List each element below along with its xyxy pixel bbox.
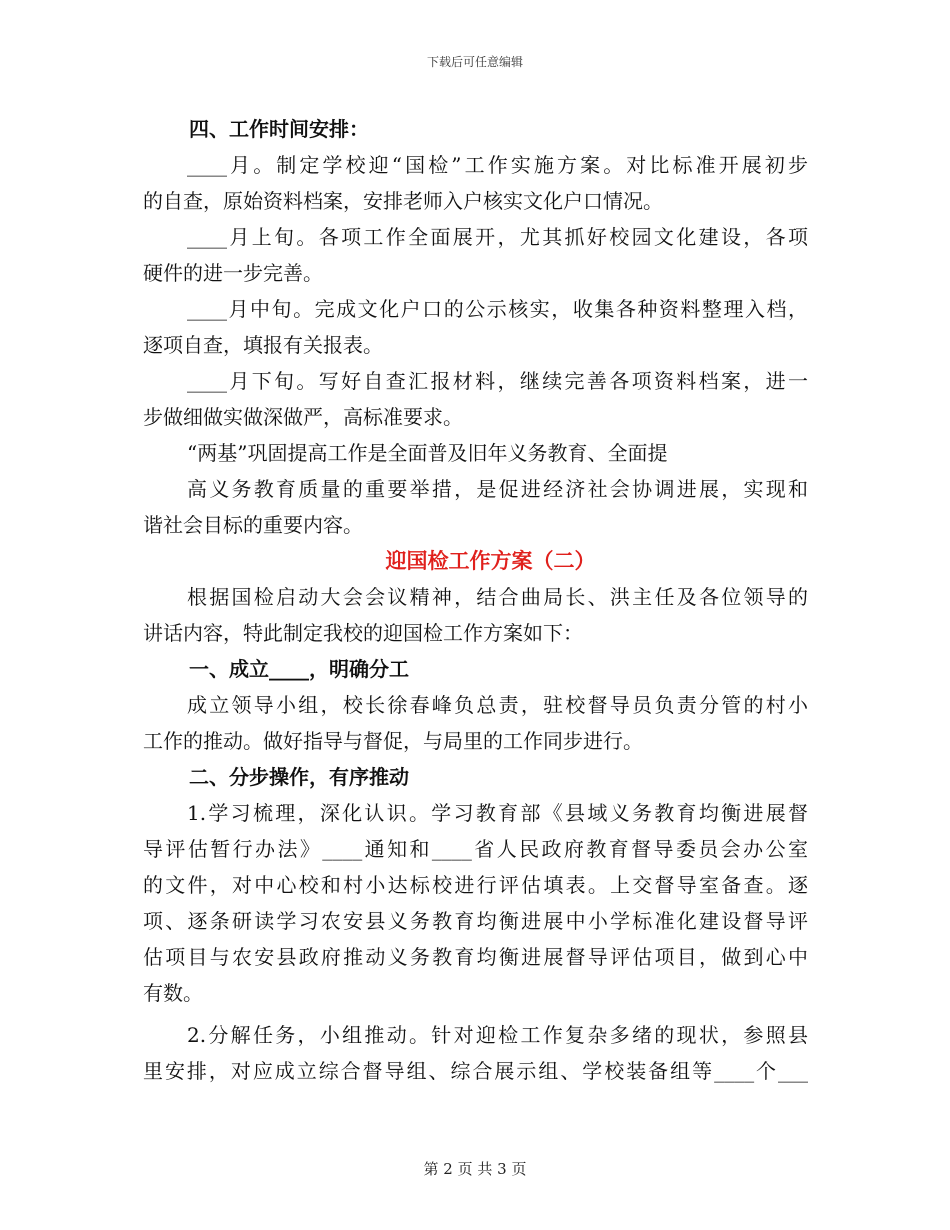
paragraph-line: 硬件的进一步完善。	[143, 261, 323, 285]
paragraph-line: 高义务教育质量的重要举措，是促进经济社会协调进展，实现和	[187, 477, 808, 501]
section-heading-4: 四、工作时间安排：	[189, 117, 369, 141]
paragraph-line: “两基”巩固提高工作是全面普及旧年义务教育、全面提	[187, 441, 668, 465]
paragraph-line: 里安排，对应成立综合督导组、综合展示组、学校装备组等____个___	[143, 1059, 808, 1083]
paragraph-line: 2.分解任务，小组推动。针对迎检工作复杂多绪的现状，参照县	[187, 1023, 808, 1047]
section-heading-2: 二、分步操作，有序推动	[189, 765, 409, 789]
page-footer: 第 2 页 共 3 页	[423, 1160, 527, 1178]
paragraph-line: 工作的推动。做好指导与督促，与局里的工作同步进行。	[143, 729, 643, 753]
paragraph-line: ____月中旬。完成文化户口的公示核实，收集各种资料整理入档，	[187, 297, 808, 321]
paragraph-line: 讲话内容，特此制定我校的迎国检工作方案如下：	[143, 621, 583, 645]
paragraph-line: 估项目与农安县政府推动义务教育均衡进展督导评估项目，做到心中	[143, 945, 808, 969]
paragraph-line: 的自查，原始资料档案，安排老师入户核实文化户口情况。	[143, 189, 663, 213]
paragraph-line: 项、逐条研读学习农安县义务教育均衡进展中小学标准化建设督导评	[143, 909, 808, 933]
paragraph-line: ____月下旬。写好自查汇报材料，继续完善各项资料档案，进一	[187, 369, 808, 393]
paragraph-line: 步做细做实做深做严，高标准要求。	[143, 405, 463, 429]
section-heading-1: 一、成立____，明确分工	[189, 657, 409, 681]
paragraph-line: 逐项自查，填报有关报表。	[143, 333, 383, 357]
paragraph-line: 成立领导小组，校长徐春峰负总责，驻校督导员负责分管的村小	[187, 693, 808, 717]
paragraph-line: 根据国检启动大会会议精神，结合曲局长、洪主任及各位领导的	[187, 585, 808, 609]
paragraph-line: ____月上旬。各项工作全面展开，尤其抓好校园文化建设，各项	[187, 225, 808, 249]
paragraph-line: 的文件，对中心校和村小达标校进行评估填表。上交督导室备查。逐	[143, 873, 808, 897]
paragraph-line: 导评估暂行办法》____通知和____省人民政府教育督导委员会办公室	[143, 837, 808, 861]
paragraph-line: ____月。制定学校迎“国检”工作实施方案。对比标准开展初步	[187, 153, 808, 177]
paragraph-line: 1.学习梳理，深化认识。学习教育部《县域义务教育均衡进展督	[187, 801, 808, 825]
page-header: 下载后可任意编辑	[426, 55, 523, 69]
document-body	[143, 111, 808, 1089]
section-title: 迎国检工作方案（二）	[385, 548, 596, 573]
paragraph-line: 有数。	[143, 981, 203, 1005]
paragraph-line: 谐社会目标的重要内容。	[143, 513, 363, 537]
